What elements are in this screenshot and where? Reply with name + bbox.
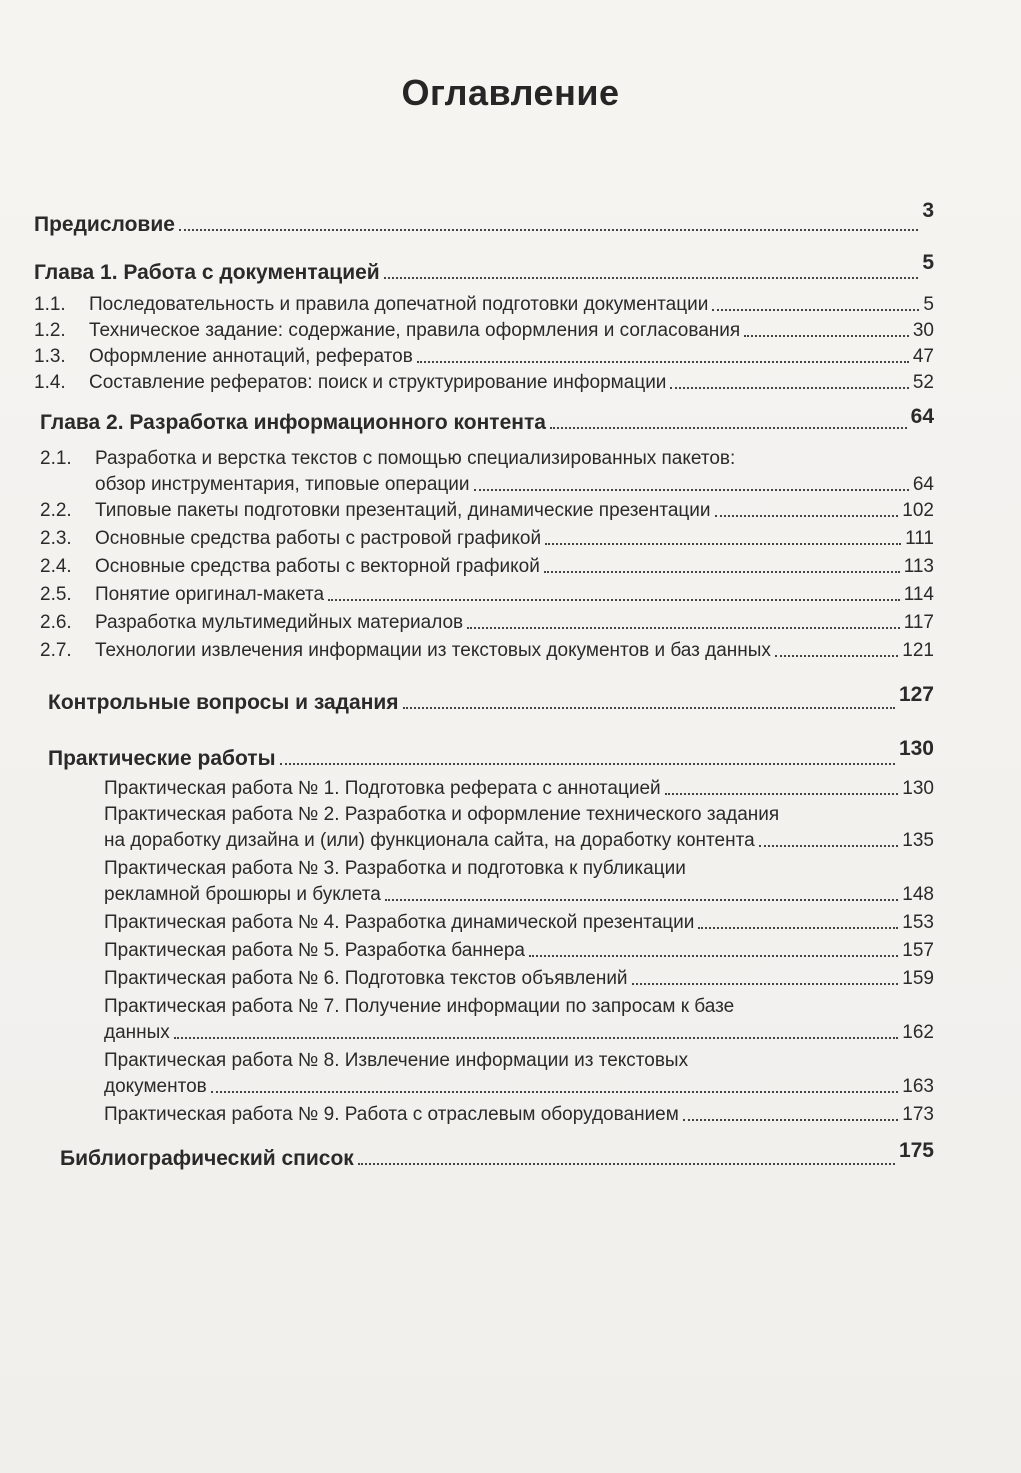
toc-item: [104, 856, 934, 908]
item-text: Последовательность и правила допечатной подготовки документации: [89, 294, 709, 315]
page-title: Оглавление: [401, 72, 620, 113]
toc-item: [40, 498, 934, 524]
dot-leader: [545, 543, 901, 545]
item-text: Техническое задание: содержание, правила оформления и согласования: [89, 320, 741, 341]
toc-item: [40, 554, 934, 580]
item-text: Основные средства работы с векторной графикой: [95, 556, 540, 577]
toc-label: Глава 1. Работа с документацией: [34, 261, 380, 284]
item-page: 162: [902, 1022, 934, 1043]
dot-leader: [544, 571, 900, 573]
toc-label: Глава 2. Разработка информационного контента: [40, 411, 546, 434]
toc-item: [34, 292, 934, 318]
item-text: Понятие оригинал-макета: [95, 584, 325, 605]
item-text: Основные средства работы с растровой графикой: [95, 528, 542, 549]
item-text-line-2: документов: [104, 1076, 207, 1097]
toc-page: 127: [898, 683, 934, 706]
item-text-line-1: Практическая работа № 8. Извлечение информации из текстовых: [104, 1050, 689, 1071]
toc-label: Практические работы: [48, 747, 276, 770]
dot-leader: [385, 899, 898, 901]
item-page: 148: [902, 884, 934, 905]
item-number: 1.3.: [34, 346, 66, 367]
item-text-line-2: на доработку дизайна и (или) функционала сайта, на доработку контента: [104, 830, 755, 851]
dot-leader: [744, 335, 909, 337]
toc-label: Библиографический список: [60, 1147, 354, 1170]
chapter-2-items: [40, 446, 934, 664]
item-number: 2.7.: [40, 640, 72, 661]
toc-item: [40, 638, 934, 664]
toc-page: 64: [910, 405, 934, 428]
item-number: 2.2.: [40, 500, 72, 521]
toc-item: [40, 582, 934, 608]
item-number: 2.4.: [40, 556, 72, 577]
dot-leader: [358, 1163, 895, 1165]
item-page: 163: [902, 1076, 934, 1097]
item-text: Составление рефератов: поиск и структурирование информации: [89, 372, 667, 393]
dot-leader: [665, 793, 899, 795]
item-multiline: [95, 446, 934, 498]
item-page: 153: [902, 912, 934, 933]
toc-chapter-1: [34, 251, 934, 286]
item-page: 64: [912, 474, 934, 495]
item-number: 2.3.: [40, 528, 72, 549]
dot-leader: [715, 515, 899, 517]
item-page: 117: [903, 612, 934, 633]
toc-preface: [34, 199, 934, 238]
item-text: Разработка мультимедийных материалов: [95, 612, 464, 633]
toc-item: [34, 344, 934, 370]
practical-items: [104, 776, 934, 1128]
toc-item: [104, 938, 934, 964]
dot-leader: [417, 361, 909, 363]
item-page: 113: [903, 556, 934, 577]
dot-leader: [775, 655, 898, 657]
item-text-line-1: Практическая работа № 2. Разработка и оформление технического задания: [104, 804, 780, 825]
toc-item: [104, 910, 934, 936]
item-number: 1.1.: [34, 294, 66, 315]
toc-questions: [48, 683, 934, 716]
item-number: 2.1.: [40, 448, 72, 469]
dot-leader: [280, 763, 895, 765]
item-text: Практическая работа № 9. Работа с отраслевым оборудованием: [104, 1104, 679, 1125]
table-of-contents: [34, 198, 934, 1172]
item-number: 2.5.: [40, 584, 72, 605]
item-text: Оформление аннотаций, рефератов: [89, 346, 413, 367]
item-number: 2.6.: [40, 612, 72, 633]
item-line-2: [104, 1020, 934, 1046]
toc-item: [104, 966, 934, 992]
item-page: 159: [902, 968, 934, 989]
toc-practical: [48, 737, 934, 772]
item-line-2: [104, 1074, 934, 1100]
dot-leader: [174, 1037, 899, 1039]
dot-leader: [384, 277, 919, 279]
toc-item: [104, 994, 934, 1046]
toc-page: 3: [922, 199, 934, 222]
toc-page: 5: [922, 251, 934, 274]
toc-item: [104, 802, 934, 854]
dot-leader: [467, 627, 900, 629]
dot-leader: [632, 983, 899, 985]
item-page: 30: [912, 320, 934, 341]
toc-item: [40, 446, 934, 498]
item-page: 130: [902, 778, 934, 799]
item-text: Практическая работа № 1. Подготовка реферата с аннотацией: [104, 778, 661, 799]
item-page: 173: [902, 1104, 934, 1125]
item-text: Типовые пакеты подготовки презентаций, динамические презентации: [95, 500, 711, 521]
item-page: 52: [912, 372, 934, 393]
item-text-line-1: Практическая работа № 7. Получение информации по запросам к базе: [104, 996, 735, 1017]
item-line-2: [95, 472, 934, 498]
toc-item: [40, 526, 934, 552]
item-number: 1.2.: [34, 320, 66, 341]
dot-leader: [211, 1091, 899, 1093]
item-text-line-1: Разработка и верстка текстов с помощью специализированных пакетов:: [95, 448, 736, 469]
dot-leader: [712, 309, 919, 311]
item-text-line-2: данных: [104, 1022, 170, 1043]
item-page: 114: [903, 584, 934, 605]
dot-leader: [474, 489, 909, 491]
toc-bibliography: [60, 1139, 934, 1172]
item-line-2: [104, 828, 934, 854]
toc-item: [40, 610, 934, 636]
item-page: 111: [905, 528, 934, 549]
dot-leader: [403, 707, 895, 709]
toc-page: 175: [898, 1139, 934, 1162]
item-text-line-2: рекламной брошюры и буклета: [104, 884, 381, 905]
toc-page: 130: [898, 737, 934, 760]
dot-leader: [328, 599, 900, 601]
toc-chapter-2: [40, 405, 934, 436]
item-text: Технологии извлечения информации из текстовых документов и баз данных: [95, 640, 771, 661]
item-page: 121: [902, 640, 934, 661]
item-page: 47: [912, 346, 934, 367]
dot-leader: [670, 387, 908, 389]
item-text-line-2: обзор инструментария, типовые операции: [95, 474, 470, 495]
dot-leader: [698, 927, 898, 929]
item-text-line-1: Практическая работа № 3. Разработка и подготовка к публикации: [104, 858, 686, 879]
toc-label: Предисловие: [34, 213, 175, 236]
item-text: Практическая работа № 5. Разработка баннера: [104, 940, 525, 961]
dot-leader: [759, 845, 899, 847]
toc-item: [104, 1048, 934, 1100]
item-page: 102: [902, 500, 934, 521]
toc-label: Контрольные вопросы и задания: [48, 691, 399, 714]
dot-leader: [550, 427, 907, 429]
toc-item: [104, 776, 934, 802]
dot-leader: [683, 1119, 898, 1121]
dot-leader: [529, 955, 898, 957]
dot-leader: [179, 229, 918, 231]
item-number: 1.4.: [34, 372, 66, 393]
toc-item: [34, 318, 934, 344]
toc-item: [34, 370, 934, 396]
toc-item: [104, 1102, 934, 1128]
item-page: 135: [902, 830, 934, 851]
item-line-2: [104, 882, 934, 908]
item-page: 157: [902, 940, 934, 961]
item-text: Практическая работа № 6. Подготовка текстов объявлений: [104, 968, 628, 989]
item-page: 5: [923, 294, 934, 315]
item-text: Практическая работа № 4. Разработка динамической презентации: [104, 912, 695, 933]
